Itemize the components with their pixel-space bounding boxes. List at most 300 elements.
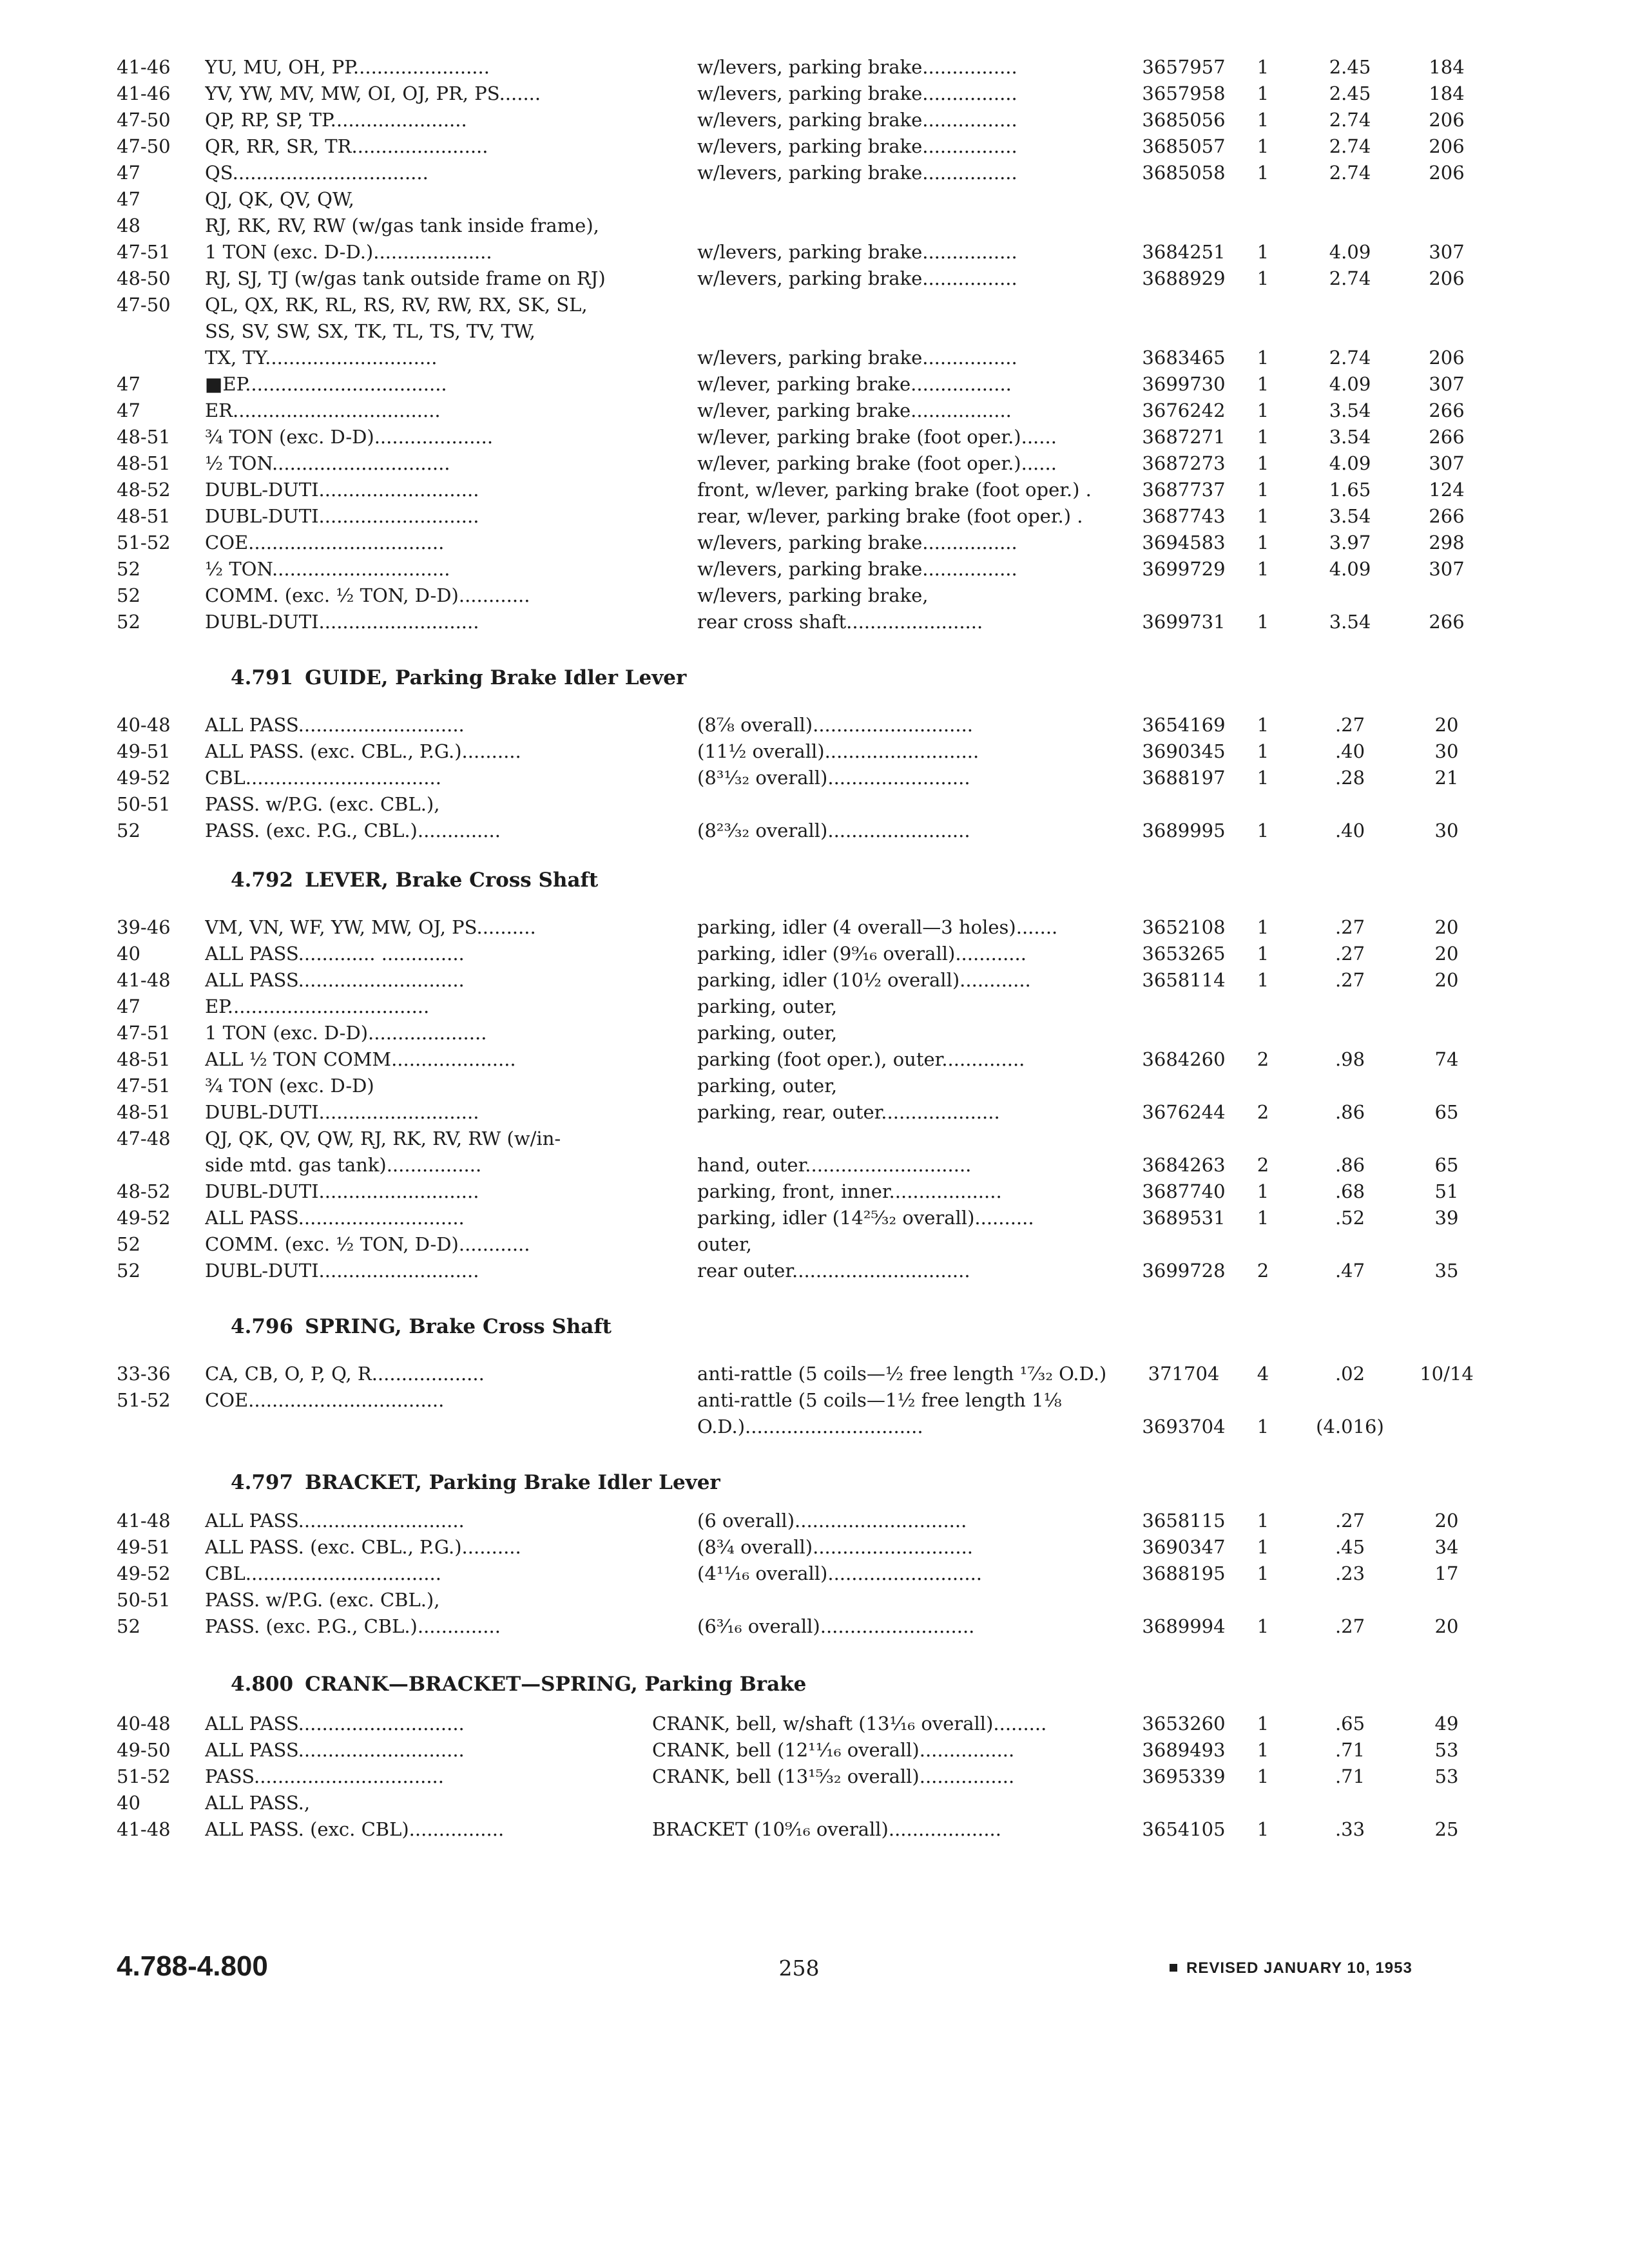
part-cell: 3699729	[1142, 558, 1226, 580]
price-cell: 2.74	[1329, 347, 1371, 369]
year-cell: 48-50	[117, 267, 171, 289]
qty-cell: 1	[1257, 532, 1269, 553]
qty-cell: 1	[1257, 505, 1269, 527]
weight-cell: 53	[1434, 1765, 1459, 1787]
table-row	[0, 345, 1629, 370]
qty-cell: 1	[1257, 820, 1269, 841]
table-row	[0, 477, 1629, 503]
price-cell: .47	[1335, 1260, 1365, 1282]
table-row	[0, 1178, 1629, 1204]
part-cell: 3688929	[1142, 267, 1226, 289]
table-row	[0, 530, 1629, 555]
models-cell: ALL PASS. (exc. CBL)................	[205, 1818, 505, 1840]
price-cell: 4.09	[1329, 373, 1371, 395]
qty-cell: 1	[1257, 916, 1269, 938]
price-cell: .71	[1335, 1765, 1365, 1787]
part-cell: 3687737	[1142, 479, 1226, 501]
qty-cell: 1	[1257, 452, 1269, 474]
year-cell: 41-46	[117, 56, 171, 78]
desc-cell: w/levers, parking brake................	[697, 241, 1017, 263]
weight-cell: 30	[1434, 740, 1459, 762]
year-cell: 50-51	[117, 793, 171, 815]
part-cell: 3658115	[1142, 1510, 1226, 1532]
price-cell: .40	[1335, 740, 1365, 762]
models-cell: YU, MU, OH, PP.......................	[205, 56, 490, 78]
price-cell: .27	[1335, 1615, 1365, 1637]
models-cell: PASS................................	[205, 1765, 444, 1787]
weight-cell: 266	[1429, 611, 1465, 633]
part-cell: 3685056	[1142, 109, 1226, 131]
price-cell: .45	[1335, 1536, 1365, 1558]
table-row	[0, 994, 1629, 1019]
models-cell: QP, RP, SP, TP.......................	[205, 109, 467, 131]
year-cell: 49-52	[117, 767, 171, 789]
table-row	[0, 1508, 1629, 1533]
year-cell: 47-51	[117, 1022, 171, 1044]
desc-cell: w/levers, parking brake................	[697, 347, 1017, 369]
year-cell: 52	[117, 558, 140, 580]
desc-cell: anti-rattle (5 coils—1½ free length 1⅛	[697, 1389, 1062, 1411]
table-row	[0, 107, 1629, 133]
year-cell: 39-46	[117, 916, 171, 938]
part-cell: 3653260	[1142, 1713, 1226, 1735]
models-cell: ½ TON..............................	[205, 558, 450, 580]
table-row	[0, 1737, 1629, 1763]
models-cell: DUBL-DUTI...........................	[205, 1260, 479, 1282]
table-row	[0, 738, 1629, 764]
price-cell: .27	[1335, 916, 1365, 938]
year-cell: 47	[117, 373, 140, 395]
models-cell: QJ, QK, QV, QW,	[205, 188, 354, 210]
part-cell: 3654169	[1142, 714, 1226, 736]
table-row	[0, 967, 1629, 993]
models-cell: ■EP..................................	[205, 373, 447, 395]
part-cell: 3693704	[1142, 1416, 1226, 1437]
desc-cell: anti-rattle (5 coils—½ free length ¹⁷⁄₃₂ O.D.)	[697, 1363, 1107, 1385]
qty-cell: 1	[1257, 1713, 1269, 1735]
price-cell: .27	[1335, 969, 1365, 991]
desc-cell: (6 overall).............................	[697, 1510, 967, 1532]
year-cell: 47-50	[117, 294, 171, 316]
year-cell: 48-52	[117, 1180, 171, 1202]
section-heading	[231, 866, 598, 894]
year-cell: 51-52	[117, 1389, 171, 1411]
table-row	[0, 712, 1629, 738]
part-cell: 3690345	[1142, 740, 1226, 762]
qty-cell: 1	[1257, 1416, 1269, 1437]
models-cell: CA, CB, O, P, Q, R...................	[205, 1363, 485, 1385]
year-cell: 40	[117, 943, 140, 965]
weight-cell: 53	[1434, 1739, 1459, 1761]
section-heading	[231, 1312, 612, 1341]
price-cell: 1.65	[1329, 479, 1371, 501]
year-cell: 49-50	[117, 1739, 171, 1761]
desc-cell: front, w/lever, parking brake (foot oper.) .	[697, 479, 1092, 501]
desc-cell: BRACKET (10⁹⁄₁₆ overall)...................	[652, 1818, 1001, 1840]
models-cell: ½ TON..............................	[205, 452, 450, 474]
table-row	[0, 1561, 1629, 1586]
models-cell: COE.................................	[205, 1389, 445, 1411]
qty-cell: 1	[1257, 426, 1269, 448]
table-row	[0, 1361, 1629, 1387]
part-cell: 3687740	[1142, 1180, 1226, 1202]
year-cell: 41-48	[117, 1818, 171, 1840]
section-title: GUIDE, Parking Brake Idler Lever	[305, 666, 687, 689]
part-cell: 3699731	[1142, 611, 1226, 633]
table-row	[0, 265, 1629, 291]
desc-cell: rear cross shaft.......................	[697, 611, 983, 633]
table-row	[0, 213, 1629, 238]
part-cell: 3687271	[1142, 426, 1226, 448]
year-cell: 48	[117, 215, 140, 236]
models-cell: COMM. (exc. ½ TON, D-D)............	[205, 584, 530, 606]
section-title: BRACKET, Parking Brake Idler Lever	[305, 1471, 720, 1494]
table-row	[0, 1258, 1629, 1283]
qty-cell: 1	[1257, 611, 1269, 633]
desc-cell: (4¹¹⁄₁₆ overall)..........................	[697, 1562, 983, 1584]
table-row	[0, 186, 1629, 212]
table-row	[0, 1613, 1629, 1639]
desc-cell: rear outer..............................	[697, 1260, 970, 1282]
desc-cell: CRANK, bell (13¹⁵⁄₃₂ overall)................	[652, 1765, 1015, 1787]
models-cell: side mtd. gas tank)................	[205, 1154, 482, 1176]
part-cell: 3689995	[1142, 820, 1226, 841]
models-cell: DUBL-DUTI...........................	[205, 479, 479, 501]
table-row	[0, 292, 1629, 318]
table-row	[0, 1073, 1629, 1099]
part-cell: 3657957	[1142, 56, 1226, 78]
desc-cell: (6³⁄₁₆ overall)..........................	[697, 1615, 975, 1637]
part-cell: 3676244	[1142, 1101, 1226, 1123]
models-cell: PASS. (exc. P.G., CBL.)..............	[205, 820, 501, 841]
table-row	[0, 556, 1629, 582]
table-row	[0, 1205, 1629, 1231]
qty-cell: 1	[1257, 1562, 1269, 1584]
part-cell: 3652108	[1142, 916, 1226, 938]
table-row	[0, 1152, 1629, 1178]
models-cell: COMM. (exc. ½ TON, D-D)............	[205, 1233, 530, 1255]
desc-cell: (11½ overall)..........................	[697, 740, 979, 762]
table-row	[0, 1816, 1629, 1842]
models-cell: ALL PASS............................	[205, 1713, 465, 1735]
qty-cell: 1	[1257, 162, 1269, 184]
models-cell: ER...................................	[205, 399, 441, 421]
price-cell: 3.54	[1329, 399, 1371, 421]
desc-cell: w/lever, parking brake (foot oper.)......	[697, 452, 1057, 474]
desc-cell: w/levers, parking brake................	[697, 532, 1017, 553]
price-cell: .28	[1335, 767, 1365, 789]
desc-cell: CRANK, bell, w/shaft (13⅟₁₆ overall).........	[652, 1713, 1047, 1735]
weight-cell: 17	[1434, 1562, 1459, 1584]
desc-cell: hand, outer............................	[697, 1154, 972, 1176]
models-cell: ALL PASS............................	[205, 1207, 465, 1229]
weight-cell: 184	[1429, 82, 1465, 104]
year-cell: 52	[117, 584, 140, 606]
models-cell: ALL ½ TON COMM.....................	[205, 1048, 516, 1070]
desc-cell: parking, front, inner...................	[697, 1180, 1002, 1202]
desc-cell: (8⅞ overall)...........................	[697, 714, 974, 736]
section-heading	[231, 664, 686, 692]
models-cell: QR, RR, SR, TR.......................	[205, 135, 488, 157]
table-row	[0, 582, 1629, 608]
weight-cell: 49	[1434, 1713, 1459, 1735]
year-cell: 50-51	[117, 1589, 171, 1611]
price-cell: 2.45	[1329, 56, 1371, 78]
year-cell: 48-51	[117, 1101, 171, 1123]
weight-cell: 206	[1429, 135, 1465, 157]
weight-cell: 20	[1434, 1615, 1459, 1637]
year-cell: 52	[117, 820, 140, 841]
section-number: 4.797	[231, 1471, 294, 1494]
year-cell: 49-52	[117, 1207, 171, 1229]
desc-cell: parking, idler (10½ overall)............	[697, 969, 1031, 991]
qty-cell: 1	[1257, 109, 1269, 131]
table-row	[0, 1046, 1629, 1072]
qty-cell: 2	[1257, 1260, 1269, 1282]
year-cell: 47-50	[117, 109, 171, 131]
year-cell: 51-52	[117, 1765, 171, 1787]
weight-cell: 34	[1434, 1536, 1459, 1558]
qty-cell: 1	[1257, 267, 1269, 289]
models-cell: QS.................................	[205, 162, 429, 184]
price-cell: 2.74	[1329, 135, 1371, 157]
table-row	[0, 1387, 1629, 1413]
desc-cell: w/levers, parking brake................	[697, 56, 1017, 78]
weight-cell: 65	[1434, 1101, 1459, 1123]
models-cell: ALL PASS. (exc. CBL., P.G.)..........	[205, 1536, 521, 1558]
weight-cell: 124	[1429, 479, 1465, 501]
table-row	[0, 1763, 1629, 1789]
section-title: SPRING, Brake Cross Shaft	[305, 1315, 612, 1338]
models-cell: SS, SV, SW, SX, TK, TL, TS, TV, TW,	[205, 320, 535, 342]
year-cell: 49-51	[117, 740, 171, 762]
weight-cell: 21	[1434, 767, 1459, 789]
section-number: 4.792	[231, 869, 294, 892]
models-cell: PASS. w/P.G. (exc. CBL.),	[205, 793, 440, 815]
models-cell: ALL PASS............................	[205, 969, 465, 991]
price-cell: .23	[1335, 1562, 1365, 1584]
weight-cell: 74	[1434, 1048, 1459, 1070]
table-row	[0, 371, 1629, 397]
models-cell: ALL PASS. (exc. CBL., P.G.)..........	[205, 740, 521, 762]
price-cell: .27	[1335, 714, 1365, 736]
qty-cell: 1	[1257, 943, 1269, 965]
weight-cell: 39	[1434, 1207, 1459, 1229]
price-cell: .86	[1335, 1101, 1365, 1123]
part-cell: 3653265	[1142, 943, 1226, 965]
table-row	[0, 914, 1629, 940]
year-cell: 41-48	[117, 969, 171, 991]
qty-cell: 1	[1257, 1180, 1269, 1202]
price-cell: (4.016)	[1316, 1416, 1384, 1437]
table-row	[0, 54, 1629, 80]
table-row	[0, 609, 1629, 635]
year-cell: 47-48	[117, 1128, 171, 1149]
models-cell: DUBL-DUTI...........................	[205, 611, 479, 633]
models-cell: ALL PASS.,	[205, 1792, 311, 1814]
qty-cell: 2	[1257, 1154, 1269, 1176]
desc-cell: w/levers, parking brake................	[697, 82, 1017, 104]
table-row	[0, 1099, 1629, 1125]
desc-cell: parking, idler (4 overall—3 holes).......	[697, 916, 1058, 938]
models-cell: COE.................................	[205, 532, 445, 553]
models-cell: PASS. w/P.G. (exc. CBL.),	[205, 1589, 440, 1611]
qty-cell: 1	[1257, 1615, 1269, 1637]
revision-marker-icon	[1170, 1964, 1177, 1972]
part-cell: 3688195	[1142, 1562, 1226, 1584]
table-row	[0, 1231, 1629, 1257]
desc-cell: w/lever, parking brake (foot oper.)......	[697, 426, 1057, 448]
qty-cell: 1	[1257, 767, 1269, 789]
year-cell: 52	[117, 1615, 140, 1637]
table-row	[0, 503, 1629, 529]
part-cell: 3687273	[1142, 452, 1226, 474]
part-cell: 3695339	[1142, 1765, 1226, 1787]
price-cell: .40	[1335, 820, 1365, 841]
qty-cell: 1	[1257, 479, 1269, 501]
price-cell: .33	[1335, 1818, 1365, 1840]
desc-cell: parking (foot oper.), outer..............	[697, 1048, 1025, 1070]
revision-text: REVISED JANUARY 10, 1953	[1186, 1959, 1412, 1977]
models-cell: RJ, SJ, TJ (w/gas tank outside frame on RJ)	[205, 267, 606, 289]
price-cell: 2.45	[1329, 82, 1371, 104]
qty-cell: 1	[1257, 1818, 1269, 1840]
year-cell: 47	[117, 995, 140, 1017]
desc-cell: w/levers, parking brake,	[697, 584, 929, 606]
weight-cell: 206	[1429, 109, 1465, 131]
weight-cell: 206	[1429, 267, 1465, 289]
models-cell: YV, YW, MV, MW, OI, OJ, PR, PS.......	[205, 82, 541, 104]
desc-cell: parking, rear, outer....................	[697, 1101, 1000, 1123]
year-cell: 40	[117, 1792, 140, 1814]
desc-cell: parking, outer,	[697, 1075, 838, 1097]
price-cell: 2.74	[1329, 162, 1371, 184]
table-row	[0, 1534, 1629, 1560]
year-cell: 40-48	[117, 714, 171, 736]
table-row	[0, 1790, 1629, 1816]
price-cell: .86	[1335, 1154, 1365, 1176]
weight-cell: 30	[1434, 820, 1459, 841]
price-cell: .65	[1335, 1713, 1365, 1735]
qty-cell: 1	[1257, 740, 1269, 762]
desc-cell: parking, outer,	[697, 995, 838, 1017]
price-cell: .98	[1335, 1048, 1365, 1070]
year-cell: 52	[117, 1260, 140, 1282]
year-cell: 47-51	[117, 241, 171, 263]
price-cell: 3.54	[1329, 426, 1371, 448]
qty-cell: 4	[1257, 1363, 1269, 1385]
models-cell: 1 TON (exc. D-D)....................	[205, 1022, 487, 1044]
part-cell: 3684263	[1142, 1154, 1226, 1176]
desc-cell: w/levers, parking brake................	[697, 135, 1017, 157]
qty-cell: 2	[1257, 1101, 1269, 1123]
table-row	[0, 1587, 1629, 1613]
year-cell: 47-50	[117, 135, 171, 157]
price-cell: .68	[1335, 1180, 1365, 1202]
part-cell: 3658114	[1142, 969, 1226, 991]
models-cell: 1 TON (exc. D-D.)....................	[205, 241, 492, 263]
qty-cell: 1	[1257, 969, 1269, 991]
models-cell: TX, TY.............................	[205, 347, 438, 369]
desc-cell: w/lever, parking brake.................	[697, 373, 1012, 395]
part-cell: 3684251	[1142, 241, 1226, 263]
weight-cell: 298	[1429, 532, 1465, 553]
table-row	[0, 941, 1629, 966]
part-cell: 3685057	[1142, 135, 1226, 157]
table-row	[0, 81, 1629, 106]
weight-cell: 20	[1434, 916, 1459, 938]
desc-cell: w/levers, parking brake................	[697, 267, 1017, 289]
qty-cell: 1	[1257, 1207, 1269, 1229]
part-cell: 3699730	[1142, 373, 1226, 395]
section-heading	[231, 1670, 806, 1698]
desc-cell: outer,	[697, 1233, 752, 1255]
weight-cell: 20	[1434, 714, 1459, 736]
part-cell: 3699728	[1142, 1260, 1226, 1282]
price-cell: 3.54	[1329, 611, 1371, 633]
price-cell: .27	[1335, 943, 1365, 965]
table-row	[0, 318, 1629, 344]
section-title: LEVER, Brake Cross Shaft	[305, 869, 599, 892]
table-row	[0, 160, 1629, 186]
table-row	[0, 791, 1629, 817]
part-cell: 371704	[1148, 1363, 1220, 1385]
models-cell: DUBL-DUTI...........................	[205, 1180, 479, 1202]
part-cell: 3685058	[1142, 162, 1226, 184]
part-cell: 3689994	[1142, 1615, 1226, 1637]
price-cell: 2.74	[1329, 109, 1371, 131]
models-cell: ALL PASS............................	[205, 1739, 465, 1761]
year-cell: 47	[117, 162, 140, 184]
desc-cell: w/levers, parking brake................	[697, 558, 1017, 580]
models-cell: QL, QX, RK, RL, RS, RV, RW, RX, SK, SL,	[205, 294, 588, 316]
table-row	[0, 239, 1629, 265]
qty-cell: 1	[1257, 82, 1269, 104]
page-number: 258	[778, 1956, 820, 1981]
section-number: 4.791	[231, 666, 294, 689]
desc-cell: CRANK, bell (12¹¹⁄₁₆ overall)................	[652, 1739, 1015, 1761]
year-cell: 48-52	[117, 479, 171, 501]
models-cell: CBL.................................	[205, 1562, 441, 1584]
part-cell: 3684260	[1142, 1048, 1226, 1070]
desc-cell: parking, outer,	[697, 1022, 838, 1044]
qty-cell: 1	[1257, 399, 1269, 421]
section-range: 4.788-4.800	[117, 1950, 268, 1982]
qty-cell: 1	[1257, 1510, 1269, 1532]
qty-cell: 1	[1257, 135, 1269, 157]
qty-cell: 1	[1257, 347, 1269, 369]
desc-cell: w/levers, parking brake................	[697, 162, 1017, 184]
table-row	[0, 1414, 1629, 1439]
table-row	[0, 424, 1629, 450]
models-cell: RJ, RK, RV, RW (w/gas tank inside frame),	[205, 215, 599, 236]
weight-cell: 266	[1429, 505, 1465, 527]
section-number: 4.800	[231, 1673, 294, 1696]
qty-cell: 1	[1257, 1739, 1269, 1761]
section-heading	[231, 1468, 720, 1497]
weight-cell: 20	[1434, 1510, 1459, 1532]
part-cell: 3689531	[1142, 1207, 1226, 1229]
section-title: CRANK—BRACKET—SPRING, Parking Brake	[305, 1673, 807, 1696]
year-cell: 49-51	[117, 1536, 171, 1558]
year-cell: 40-48	[117, 1713, 171, 1735]
table-row	[0, 1711, 1629, 1736]
qty-cell: 2	[1257, 1048, 1269, 1070]
weight-cell: 35	[1434, 1260, 1459, 1282]
weight-cell: 266	[1429, 426, 1465, 448]
year-cell: 41-46	[117, 82, 171, 104]
price-cell: 2.74	[1329, 267, 1371, 289]
